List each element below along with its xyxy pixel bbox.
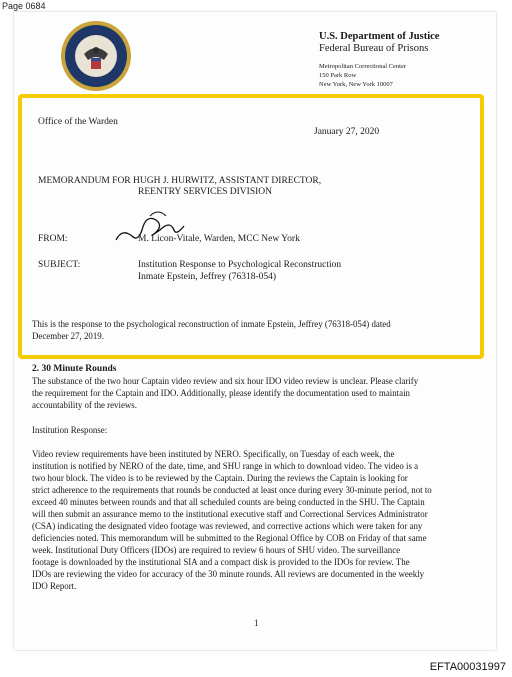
- response-line: (CSA) indicating the designated video footage was reviewed, and corrective actions which were taken for any: [32, 521, 423, 531]
- memo-recipient: MEMORANDUM FOR HUGH J. HURWITZ, ASSISTANT DIRECTOR,: [38, 176, 322, 186]
- document-page: [14, 12, 496, 650]
- agency-address: [319, 62, 439, 89]
- from-label: FROM:: [38, 234, 68, 244]
- response-line: institution is notified by NERO of the date, time, and SHU range in which to download video. The video is a: [32, 461, 419, 471]
- page-number: 1: [254, 618, 259, 628]
- address-line: New York, New York 10007: [319, 81, 393, 88]
- doj-seal-icon: [60, 20, 132, 92]
- response-line: Video review requirements have been instituted by NERO. Specifically, on Tuesday of each week, the: [32, 449, 395, 459]
- document-id: EFTA00031997: [429, 661, 506, 673]
- subject-line-1: Institution Response to Psychological Reconstruction: [138, 260, 342, 270]
- letterhead: [319, 31, 439, 89]
- office-line: Office of the Warden: [38, 117, 118, 127]
- subject-label: SUBJECT:: [38, 260, 81, 270]
- memo-recipient-division: REENTRY SERVICES DIVISION: [138, 187, 273, 197]
- memo-date: January 27, 2020: [314, 127, 380, 137]
- response-line: footage is downloaded by the institutional SIA and a compact disk is provided to the IDOs for review. The: [32, 557, 410, 567]
- response-line: two hour block. The video is to be reviewed by the Captain. During the reviews the Captain is looking for: [32, 473, 408, 483]
- address-line: 150 Park Row: [319, 72, 357, 79]
- section-line: The substance of the two hour Captain video review and six hour IDO video review is unclear. Please clarify: [32, 376, 419, 386]
- section-line: the requirement for the Captain and IDO. Additionally, please identify the documentation used to maintain: [32, 388, 410, 398]
- intro-line: December 27, 2019.: [32, 331, 104, 341]
- section-heading: 2. 30 Minute Rounds: [32, 364, 117, 374]
- subject-line-2: Inmate Epstein, Jeffrey (76318-054): [138, 272, 277, 282]
- response-line: will then submit an assurance memo to the institutional executive staff and Correctional Services Administrator: [32, 509, 428, 519]
- response-line: IDO Report.: [32, 581, 77, 591]
- response-label: Institution Response:: [32, 425, 108, 435]
- from-value: M. Licon-Vitale, Warden, MCC New York: [138, 234, 300, 244]
- section-line: accountability of the reviews.: [32, 400, 137, 410]
- page-label: Page 0684: [2, 1, 46, 11]
- agency-subtitle: Federal Bureau of Prisons: [319, 43, 429, 54]
- response-line: deficiencies noted. This memorandum will be submitted to the Regional Office by COB on Friday of that same: [32, 533, 427, 543]
- response-line: strict adherence to the requirements that rounds be conducted at least once during every 30-minute period, not to: [32, 485, 432, 495]
- response-line: exceed 40 minutes between rounds and that all scheduled counts are being conducted in the SHU. The Captain: [32, 497, 425, 507]
- intro-line: This is the response to the psychological reconstruction of inmate Epstein, Jeffrey (76318-054) dated: [32, 319, 391, 329]
- address-line: Metropolitan Correctional Center: [319, 63, 407, 70]
- response-line: IDOs are reviewing the video for accuracy of the 30 minute rounds. All reviews are documented in the weekly: [32, 569, 425, 579]
- agency-title: U.S. Department of Justice: [319, 31, 440, 42]
- response-line: week. Institutional Duty Officers (IDOs) are required to review 6 hours of SHU video. The surveillance: [32, 545, 401, 555]
